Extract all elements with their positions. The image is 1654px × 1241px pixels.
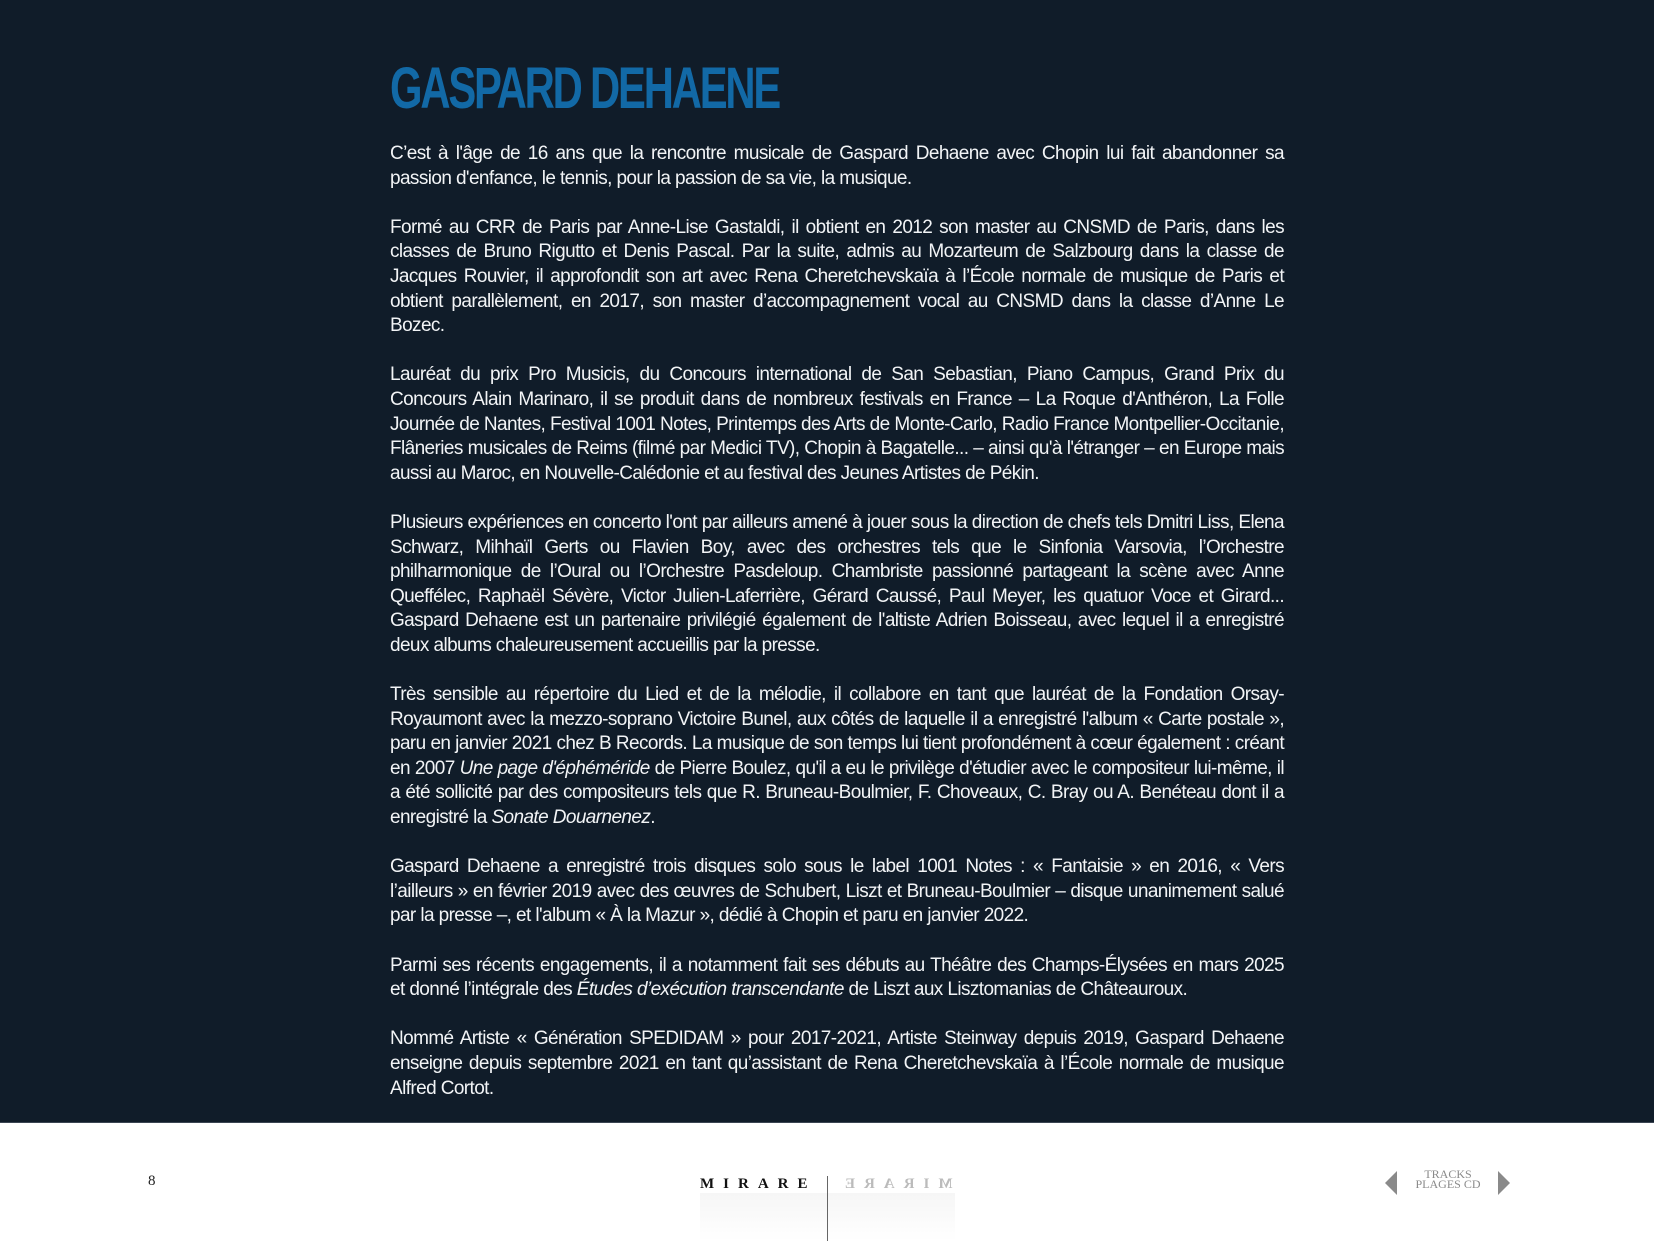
triangle-right-icon[interactable] xyxy=(1498,1171,1510,1195)
page-title: GASPARD DEHAENE xyxy=(390,56,780,121)
mirare-logo: MIRARE xyxy=(700,1176,817,1192)
biography-paragraph xyxy=(390,216,1284,339)
biography-content xyxy=(390,52,1284,1126)
paragraph-text: Plusieurs expériences en concerto l'ont par ailleurs amené à jouer sous la direction de chefs tels Dmitri Liss, Elena Schwarz, Mihhaïl Gerts ou Flavien Boy, avec des orchestres tels que le Sinfonia Varsovia, l’Orchestre philharmonique de l’Oural ou l’Orchestre Pasdeloup. Chambriste passionné partageant la scène avec Anne Queffélec, Raphaël Sévère, Victor Julien-Laferrière, Gérard Caussé, Paul Meyer, les quatuor Voce et Girard... Gaspard Dehaene est un partenaire privilégié également de l'altiste Adrien Boisseau, avec lequel il a enregistré deux albums chaleureusement accueillis par la presse. xyxy=(390,511,1284,656)
tracks-link[interactable] xyxy=(1413,1169,1483,1189)
paragraph-text: Formé au CRR de Paris par Anne-Lise Gastaldi, il obtient en 2012 son master au CNSMD de Paris, dans les classes de Bruno Rigutto et Denis Pascal. Par la suite, admis au Mozarteum de Salzbourg dans la classe de Jacques Rouvier, il approfondit son art avec Rena Cheretchevskaïa à l’École normale de musique de Paris et obtient parallèlement, en 2017, son master d’accompagnement vocal au CNSMD dans la classe d’Anne Le Bozec. xyxy=(390,216,1284,337)
tracks-label: TRACKS xyxy=(1424,1167,1472,1181)
paragraph-text: Très sensible au répertoire du Lied et de la mélodie, il collabore en tant que lauréat de la Fondation Orsay-Royaumont avec la mezzo-soprano Victoire Bunel, aux côtés de laquelle il a enregistré l'album « Carte postale », paru en janvier 2021 chez B Records. La musique de son temps lui tient profondément à cœur également : créant en 2007 xyxy=(390,684,1284,779)
biography-paragraph xyxy=(390,855,1284,929)
paragraph-text: Parmi ses récents engagements, il a notamment fait ses débuts au Théâtre des Champs-Élysées en mars 2025 et donné l’intégrale des xyxy=(390,954,1284,1001)
mirare-logo-mirrored: MIRARE xyxy=(836,1176,953,1192)
page-number: 8 xyxy=(148,1173,156,1189)
logo-divider xyxy=(827,1176,828,1241)
footer xyxy=(0,1123,1654,1241)
paragraph-text: de Pierre Boulez, qu'il a eu le privilège d'étudier avec le compositeur lui-même, il a été sollicité par des compositeurs tels que R. Bruneau-Boulmier, F. Choveaux, C. Bray ou A. Benéteau dont il a enregistré la xyxy=(390,757,1284,829)
biography-paragraph xyxy=(390,683,1284,831)
biography-paragraph xyxy=(390,954,1284,1003)
italic-title-text: Sonate Douarnenez xyxy=(491,807,651,829)
italic-title-text: Études d’exécution transcendante xyxy=(576,979,844,1001)
italic-title-text: Une page d'éphéméride xyxy=(459,757,650,779)
paragraph-text: Nommé Artiste « Génération SPEDIDAM » pour 2017-2021, Artiste Steinway depuis 2019, Gaspard Dehaene enseigne depuis septembre 2021 en tant qu’assistant de Rena Cheretchevskaïa à l’École normale de musique Alfred Cortot. xyxy=(390,1028,1284,1099)
biography-paragraph xyxy=(390,511,1284,659)
plages-cd-label: PLAGES CD xyxy=(1415,1177,1481,1191)
tracks-navigation xyxy=(1385,1168,1510,1198)
triangle-left-icon[interactable] xyxy=(1385,1171,1397,1195)
paragraph-text: . xyxy=(650,807,655,829)
biography-paragraphs xyxy=(390,142,1284,1101)
paragraph-text: C’est à l'âge de 16 ans que la rencontre musicale de Gaspard Dehaene avec Chopin lui fait abandonner sa passion d'enfance, le tennis, pour la passion de sa vie, la musique. xyxy=(390,143,1284,189)
biography-paragraph xyxy=(390,363,1284,486)
paragraph-text: de Liszt aux Lisztomanias de Châteauroux. xyxy=(843,979,1188,1001)
paragraph-text: Lauréat du prix Pro Musicis, du Concours international de San Sebastian, Piano Campus, Grand Prix du Concours Alain Marinaro, il se produit dans de nombreux festivals en France – La Roque d'Anthéron, La Folle Journée de Nantes, Festival 1001 Notes, Printemps des Arts de Monte-Carlo, Radio France Montpellier-Occitanie, Flâneries musicales de Reims (filmé par Medici TV), Chopin à Bagatelle... – ainsi qu'à l'étranger – en Europe mais aussi au Maroc, en Nouvelle-Calédonie et au festival des Jeunes Artistes de Pékin. xyxy=(390,364,1284,484)
biography-paragraph xyxy=(390,142,1284,191)
biography-paragraph xyxy=(390,1027,1284,1101)
paragraph-text: Gaspard Dehaene a enregistré trois disques solo sous le label 1001 Notes : « Fantaisie » en 2016, « Vers l’ailleurs » en février 2019 avec des œuvres de Schubert, Liszt et Bruneau-Boulmier – disque unanimement salué par la presse –, et l'album « À la Mazur », dédié à Chopin et paru en janvier 2022. xyxy=(390,856,1284,927)
